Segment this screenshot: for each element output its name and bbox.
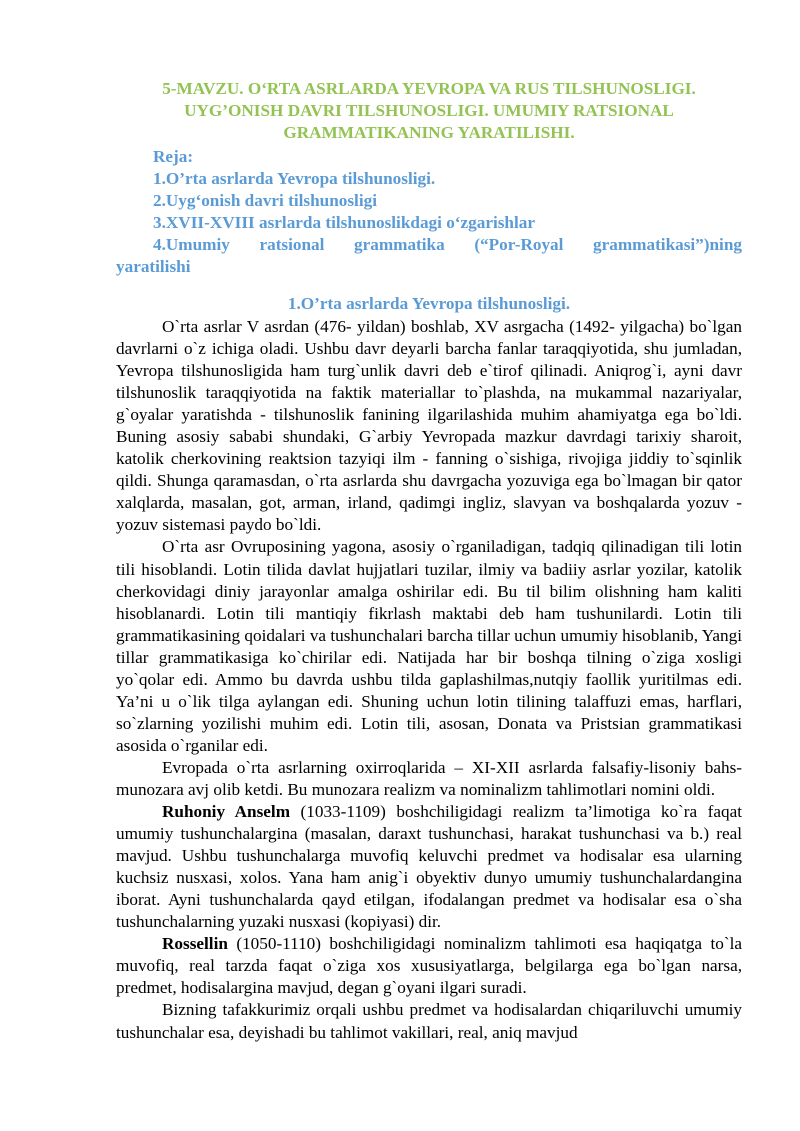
plan-item-continuation: yaratilishi (116, 257, 191, 276)
paragraph: Evropada o`rta asrlarning oxirroqlarida – XI-XII asrlarda falsafiy-lisoniy bahs-munozara avj olib ketdi. Bu munozara realizm va nominalizm tahlimotlari nomini oldi. (116, 757, 742, 799)
section-heading: 1.O’rta asrlarda Yevropa tilshunosligi. (287, 294, 571, 313)
paragraph: O`rta asr Ovruposining yagona, asosiy o`rganiladigan, tadqiq qilinadigan tili lotin tili hisoblandi. Lotin tilida davlat hujjatlari tuzilar, ilmiy va badiiy asrlar yozilar, katolik cherkovidagi diniy jarayonlar amalga oshirilar edi. Bu til bilim olishning ham kaliti hisoblanardi. Lotin tili mantiqiy fikrlash maktabi deb ham tushunilardi. Lotin tili grammatikasining qoidalari va tushunchalari barcha tillar uchun umumiy hisoblanib, Yangi tillar grammatikasiga ko`chirilar edi. Natijada har bir boshqa tilning o`ziga xosligi yo`qolar edi. Ammo bu davrda ushbu tilda gaplashilmas,nutqiy faollik yuritilmas edi. Ya’ni u o`lik tilga aylangan edi. Shuning uchun lotin tilining talaffuzi emas, harflari, so`zlarning yozilishi muhim edi. Lotin tili, asosan, Donata va Pristsian grammatikasi asosida o`rganilar edi. (116, 537, 742, 755)
paragraph: O`rta asrlar V asrdan (476- yildan) boshlab, XV asrgacha (1492- yilgacha) bo`lgan davrlarni o`z ichiga oladi. Ushbu davr deyarli barcha fanlar taraqqiyotida, shu jumladan, Yevropa tilshunosligida ham turg`unlik davri deb e`tirof qilinadi. Aniqrog`i, ayni davr tilshunoslik taraqqiyotida na faktik materiallar to`plashda, na mukammal nazariyalar, g`oyalar yaratishda - tilshunoslik fanining ilgarilashida muhim ahamiyatga ega bo`ldi. Buning asosiy sababi shundaki, G`arbiy Yevropada mazkur davrdagi tarixiy sharoit, katolik cherkovining reaktsion tazyiqi ilm - fanning o`sishiga, rivojiga jiddiy to`sqinlik qildi. Shunga qaramasdan, o`rta asrlarda shu davrgacha yozuviga ega bo`lmagan bir qator xalqlarda, masalan, got, arman, irland, qadimgi ingliz, slavyan va boshqalarda yozuv - yozuv sistemasi paydo bo`ldi. (116, 317, 742, 535)
paragraph-text: (1033-1109) boshchiligidagi realizm ta’limotiga ko`ra faqat umumiy tushunchalargina (masalan, daraxt tushunchasi, harakat tushunchasi va b.) real mavjud. Ushbu tushunchalarga muvofiq keluvchi predmet va hodisalar esa ularning kuchsiz nusxasi, xolos. Yana ham anig`i obyektiv dunyo umumiy tushunchalardangina iborat. Ayni tushunchalarda qayd etilgan, ifodalangan predmet va hodisalar esa o`sha tushunchalarning yuzaki nusxasi (kopiyasi) dir. (116, 802, 742, 932)
plan-item: 2.Uyg‘onish davri tilshunosligi (153, 191, 377, 210)
paragraph-text: (1050-1110) boshchiligidagi nominalizm tahlimoti esa haqiqatga to`la muvofiq, real tarzda faqat o`ziga xos xususiyatlarga, belgilarga ega bo`lgan narsa, predmet, hodisalargina mavjud, degan g`oyani ilgari suradi. (116, 934, 742, 998)
plan-section (116, 146, 742, 278)
person-name: Rossellin (162, 934, 228, 954)
title-line: 5-MAVZU. O‘RTA ASRLARDA YEVROPA VA RUS TILSHUNOSLIGI. (162, 79, 696, 98)
title-line: GRAMMATIKANING YARATILISHI. (283, 123, 575, 142)
plan-heading: Reja: (153, 147, 194, 166)
page-title (116, 78, 742, 144)
plan-item: 4.Umumiy ratsional grammatika (“Por-Royal grammatikasi”)ning (153, 235, 742, 254)
paragraph (116, 801, 742, 933)
plan-item: 1.O’rta asrlarda Yevropa tilshunosligi. (153, 169, 436, 188)
body-text (116, 316, 742, 1044)
plan-item: 3.XVII-XVIII asrlarda tilshunoslikdagi o‘zgarishlar (153, 213, 535, 232)
paragraph (116, 933, 742, 999)
person-name: Ruhoniy Anselm (162, 802, 291, 822)
paragraph: Bizning tafakkurimiz orqali ushbu predmet va hodisalardan chiqariluvchi umumiy tushunchalar esa, deyishadi bu tahlimot vakillari, real, aniq mavjud (116, 1000, 742, 1042)
title-line: UYG’ONISH DAVRI TILSHUNOSLIGI. UMUMIY RATSIONAL (184, 101, 674, 120)
